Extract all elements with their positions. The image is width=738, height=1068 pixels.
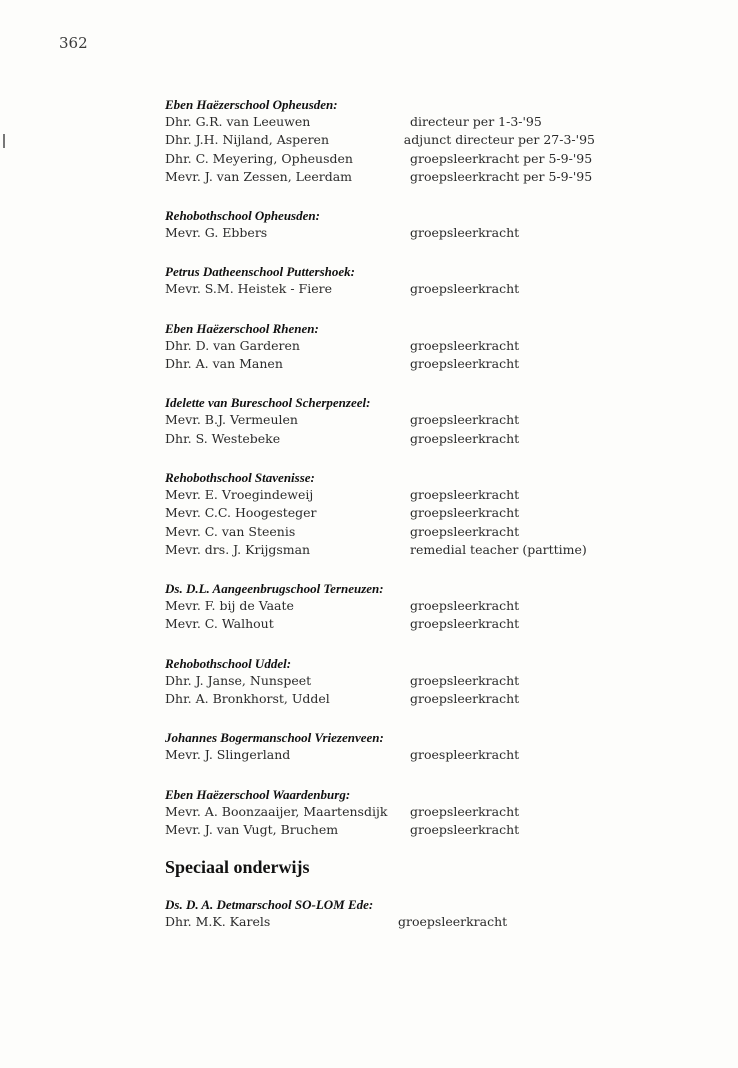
scan-margin-mark <box>3 134 5 148</box>
staff-name: Mevr. C.C. Hoogesteger <box>165 505 317 521</box>
school-name: Johannes Bogermanschool Vriezenveen: <box>165 730 384 746</box>
staff-name: Dhr. G.R. van Leeuwen <box>165 114 311 129</box>
staff-name: Dhr. A. van Manen <box>165 356 283 372</box>
school-block <box>165 469 595 559</box>
school-name: Rehobothschool Uddel: <box>165 655 292 671</box>
staff-name: Dhr. M.K. Karels <box>165 914 271 929</box>
staff-name: Mevr. B.J. Vermeulen <box>165 412 298 428</box>
staff-name: Mevr. F. bij de Vaate <box>165 598 294 614</box>
staff-row <box>165 672 595 690</box>
school-name: Rehobothschool Stavenisse: <box>165 469 315 485</box>
school-name: Ds. D.L. Aangeenbrugschool Terneuzen: <box>165 581 384 597</box>
staff-role: groepsleerkracht <box>398 914 508 929</box>
staff-row <box>165 131 595 149</box>
school-name: Ds. D. A. Detmarschool SO-LOM Ede: <box>165 897 374 912</box>
section-heading: Speciaal onderwijs <box>165 857 310 877</box>
school-block <box>165 96 595 186</box>
staff-name: Dhr. J.H. Nijland, Asperen <box>165 132 330 148</box>
staff-row <box>165 150 595 168</box>
staff-row <box>165 821 595 839</box>
staff-role: groepsleerkracht <box>410 412 520 428</box>
staff-name: Mevr. drs. J. Krijgsman <box>165 541 311 557</box>
school-block <box>165 320 595 374</box>
school-name: Eben Haëzerschool Opheusden: <box>165 97 338 112</box>
school-block <box>165 729 595 764</box>
staff-role: groepsleerkracht <box>410 505 520 521</box>
staff-row <box>165 113 595 131</box>
staff-role: groepsleerkracht per 5-9-'95 <box>410 168 593 184</box>
staff-row <box>165 615 595 633</box>
staff-role: remedial teacher (parttime) <box>410 541 587 557</box>
school-name: Petrus Datheenschool Puttershoek: <box>165 264 355 280</box>
staff-role: groepsleerkracht <box>410 672 520 688</box>
staff-name: Mevr. S.M. Heistek - Fiere <box>165 281 332 297</box>
staff-row <box>165 355 595 373</box>
staff-name: Mevr. E. Vroegindeweij <box>165 486 314 502</box>
school-block <box>165 580 595 634</box>
staff-row <box>165 523 595 541</box>
staff-row <box>165 486 595 504</box>
staff-name: Dhr. J. Janse, Nunspeet <box>165 672 312 688</box>
school-block <box>165 655 595 709</box>
staff-name: Mevr. A. Boonzaaijer, Maartensdijk <box>165 803 388 819</box>
school-block <box>165 263 595 298</box>
staff-name: Mevr. J. Slingerland <box>165 747 291 763</box>
staff-role: adjunct directeur per 27-3-'95 <box>403 132 595 148</box>
staff-role: groepsleerkracht <box>410 225 520 241</box>
staff-role: groepsleerkracht <box>410 616 520 632</box>
staff-row <box>165 746 595 764</box>
school-name: Rehobothschool Opheusden: <box>165 208 320 224</box>
staff-role: groepsleerkracht <box>410 598 520 614</box>
special-education-listing <box>165 896 595 952</box>
staff-row <box>165 690 595 708</box>
staff-name: Mevr. C. Walhout <box>165 616 274 632</box>
staff-row <box>165 168 595 186</box>
staff-role: groepsleerkracht <box>410 356 520 372</box>
staff-name: Mevr. J. van Zessen, Leerdam <box>165 168 353 184</box>
staff-role: groepsleerkracht per 5-9-'95 <box>410 150 593 166</box>
school-block <box>165 896 595 931</box>
school-name: Eben Haëzerschool Waardenburg: <box>165 786 351 802</box>
staff-listing <box>165 96 595 860</box>
staff-role: groepsleerkracht <box>410 523 520 539</box>
staff-row <box>165 430 595 448</box>
staff-name: Dhr. S. Westebeke <box>165 430 281 446</box>
staff-row <box>165 337 595 355</box>
staff-role: directeur per 1-3-'95 <box>410 114 542 129</box>
staff-row <box>165 541 595 559</box>
staff-role: groepsleerkracht <box>410 337 520 353</box>
staff-name: Dhr. A. Bronkhorst, Uddel <box>165 691 330 707</box>
staff-role: groepsleerkracht <box>410 281 520 297</box>
staff-row <box>165 803 595 821</box>
staff-row <box>165 280 595 298</box>
staff-name: Mevr. J. van Vugt, Bruchem <box>165 821 339 837</box>
staff-name: Mevr. C. van Steenis <box>165 523 296 539</box>
staff-role: groespleerkracht <box>410 747 520 763</box>
staff-row <box>165 224 595 242</box>
school-name: Idelette van Bureschool Scherpenzeel: <box>165 395 371 411</box>
staff-role: groepsleerkracht <box>410 691 520 707</box>
staff-row <box>165 411 595 429</box>
staff-role: groepsleerkracht <box>410 486 520 502</box>
staff-name: Dhr. C. Meyering, Opheusden <box>165 150 353 166</box>
school-name: Eben Haëzerschool Rhenen: <box>165 320 319 336</box>
staff-row <box>165 913 595 931</box>
staff-name: Mevr. G. Ebbers <box>165 225 268 241</box>
staff-role: groepsleerkracht <box>410 821 520 837</box>
page-number: 362 <box>59 34 88 52</box>
staff-role: groepsleerkracht <box>410 430 520 446</box>
staff-row <box>165 597 595 615</box>
staff-name: Dhr. D. van Garderen <box>165 337 300 353</box>
school-block <box>165 786 595 840</box>
school-block <box>165 207 595 242</box>
school-block <box>165 394 595 448</box>
staff-role: groepsleerkracht <box>410 803 520 819</box>
staff-row <box>165 504 595 522</box>
